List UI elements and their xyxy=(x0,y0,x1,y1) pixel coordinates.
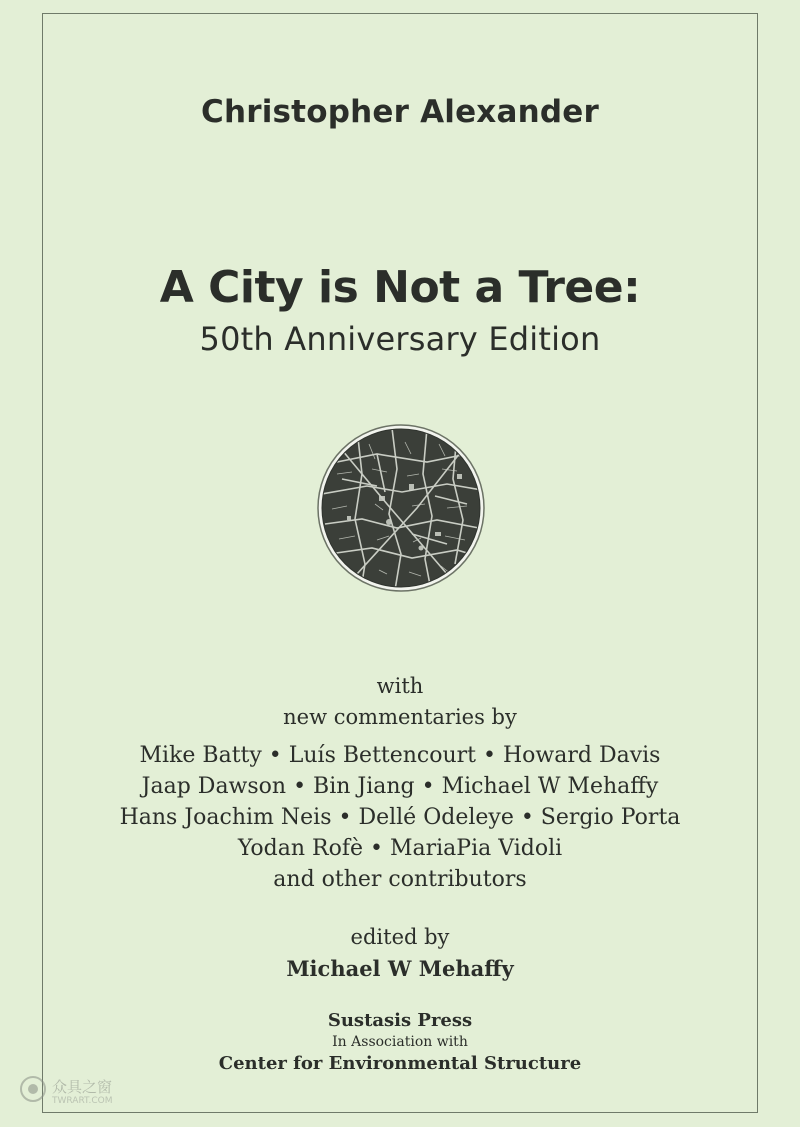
partner-name: Center for Environmental Structure xyxy=(218,1053,582,1074)
edited-by-label: edited by xyxy=(350,925,450,949)
city-map-illustration xyxy=(317,424,485,592)
contributors-line: and other contributors xyxy=(273,867,527,892)
watermark-subtext: TWRART.COM xyxy=(52,1096,113,1106)
book-title: A City is Not a Tree: xyxy=(159,262,641,313)
contributors-line: Yodan Rofè • MariaPia Vidoli xyxy=(237,836,563,861)
commentaries-label: new commentaries by xyxy=(283,705,517,729)
watermark xyxy=(18,1074,158,1114)
contributors-line: Mike Batty • Luís Bettencourt • Howard Davis xyxy=(139,743,661,768)
association-label: In Association with xyxy=(332,1034,468,1050)
editor-name: Michael W Mehaffy xyxy=(286,956,514,981)
author-name: Christopher Alexander xyxy=(201,94,599,130)
watermark-text: 众具之窗 xyxy=(52,1078,113,1096)
watermark-logo-icon xyxy=(18,1074,48,1104)
contributors-line: Jaap Dawson • Bin Jiang • Michael W Mehaffy xyxy=(141,774,659,799)
with-label: with xyxy=(376,674,424,698)
city-map-icon xyxy=(317,424,485,592)
contributors-line: Hans Joachim Neis • Dellé Odeleye • Sergio Porta xyxy=(119,805,681,830)
publisher-name: Sustasis Press xyxy=(327,1010,473,1031)
book-subtitle: 50th Anniversary Edition xyxy=(199,320,601,358)
contributors-list xyxy=(0,740,800,895)
